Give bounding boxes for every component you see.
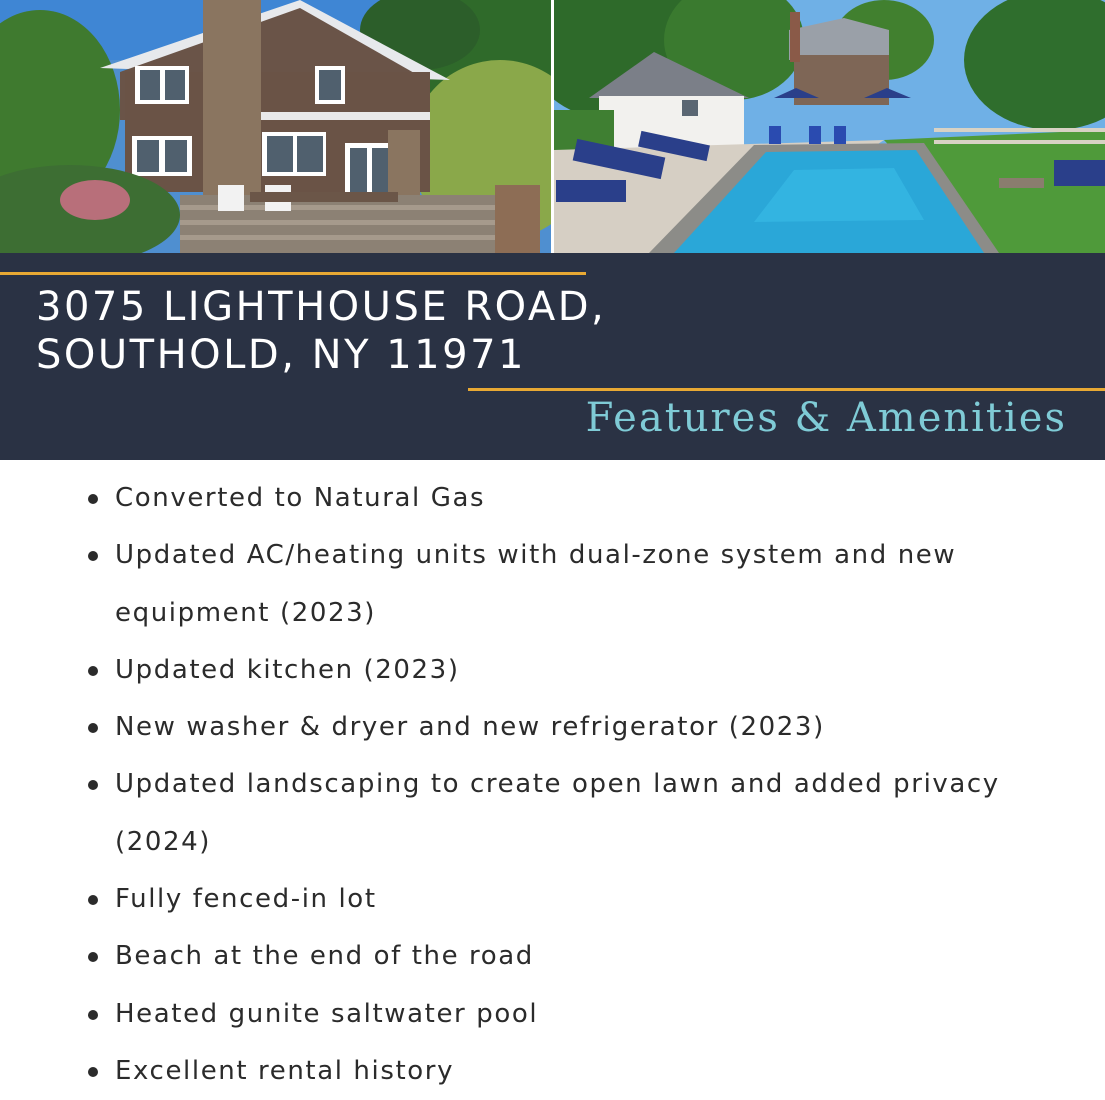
bullet-icon xyxy=(88,666,98,676)
header-banner xyxy=(0,253,1105,460)
section-title: Features & Amenities xyxy=(585,395,1067,441)
property-address xyxy=(36,283,606,379)
bullet-icon xyxy=(88,952,98,962)
list-item xyxy=(0,756,1105,871)
bullet-icon xyxy=(88,895,98,905)
list-item xyxy=(0,986,1105,1043)
list-item xyxy=(0,1043,1105,1100)
address-line-2: SOUTHOLD, NY 11971 xyxy=(36,332,526,378)
house-rear-deck-photo xyxy=(0,0,551,253)
bullet-icon xyxy=(88,723,98,733)
list-item xyxy=(0,642,1105,699)
list-item xyxy=(0,699,1105,756)
feature-label: Converted to Natural Gas xyxy=(115,483,486,513)
features-list xyxy=(0,470,1105,1100)
bullet-icon xyxy=(88,1010,98,1020)
backyard-pool-photo xyxy=(554,0,1105,253)
gold-divider-middle xyxy=(468,388,1105,391)
feature-label: Excellent rental history xyxy=(115,1055,455,1086)
gold-divider-top xyxy=(0,272,586,275)
feature-label: New washer & dryer and new refrigerator (2023) xyxy=(115,712,825,743)
feature-label: Fully fenced-in lot xyxy=(115,884,377,915)
bullet-icon xyxy=(88,1067,98,1077)
feature-label: Heated gunite saltwater pool xyxy=(115,998,539,1029)
list-item xyxy=(0,527,1105,642)
feature-label: Updated landscaping to create open lawn and added privacy (2024) xyxy=(115,769,1000,857)
feature-label: Updated AC/heating units with dual-zone system and new equipment (2023) xyxy=(115,540,957,628)
list-item xyxy=(0,871,1105,928)
feature-label: Updated kitchen (2023) xyxy=(115,654,460,685)
list-item xyxy=(0,928,1105,985)
bullet-icon xyxy=(88,551,98,561)
bullet-icon xyxy=(88,494,98,504)
feature-label: Beach at the end of the road xyxy=(115,941,534,972)
address-line-1: 3075 LIGHTHOUSE ROAD, xyxy=(36,284,607,330)
bullet-icon xyxy=(88,780,98,790)
list-item xyxy=(0,470,1105,527)
